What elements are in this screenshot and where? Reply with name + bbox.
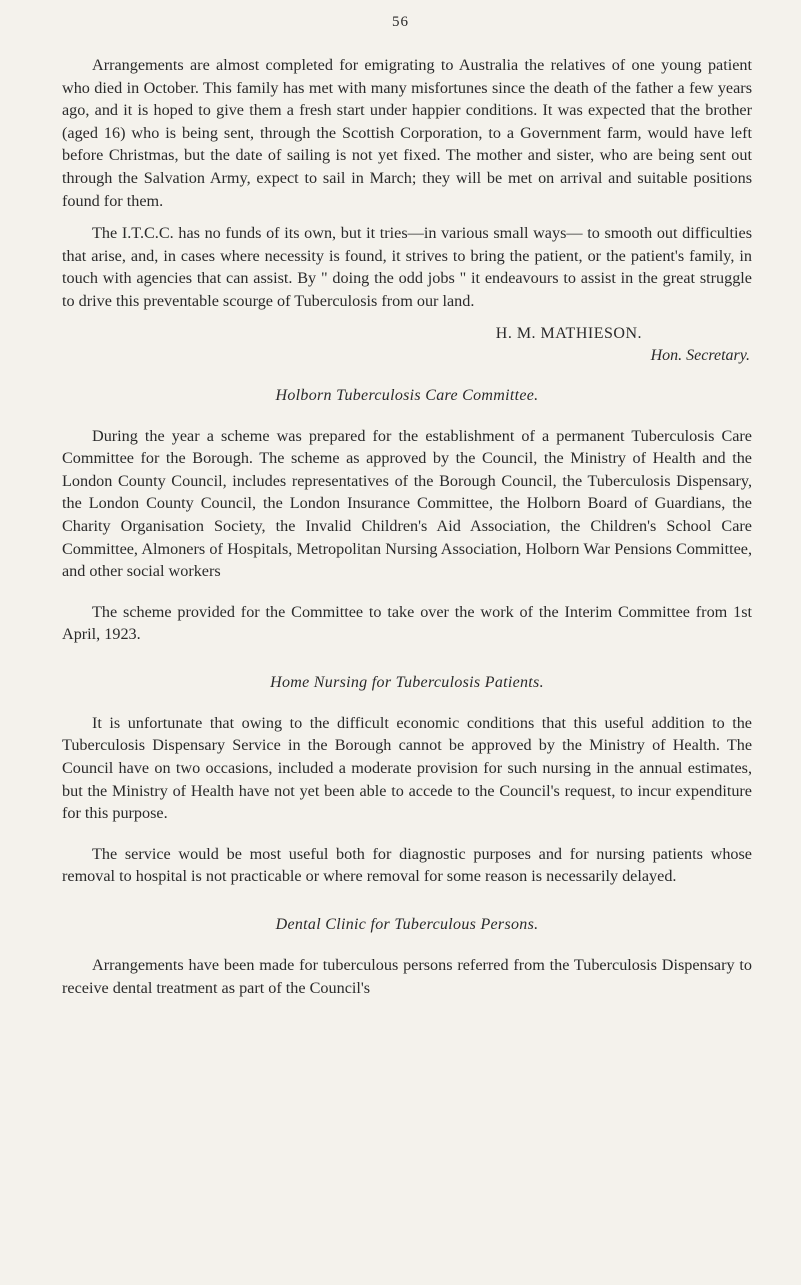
care-committee-paragraph-1: During the year a scheme was prepared for the establishment of a permanent Tuberculosis Care Committee for the Borough. The scheme as approved by the Council, the Ministry of Health and the London County Council, includes representatives of the Borough Council, the Tuberculosis Dispensary, the London County Council, the London Insurance Committee, the Holborn Board of Guardians, the Charity Organisation Society, the Invalid Children's Aid Association, the Children's School Care Committee, Almoners of Hospitals, Metropolitan Nursing Association, Holborn War Pensions Committee, and other social workers	[62, 426, 752, 581]
signatory-role: Hon. Secretary.	[650, 346, 750, 364]
section-heading-care-committee: Holborn Tuberculosis Care Committee.	[275, 386, 539, 404]
page-content	[62, 54, 752, 999]
signature-block	[62, 323, 752, 367]
section-heading-home-nursing: Home Nursing for Tuberculosis Patients.	[270, 673, 544, 691]
intro-paragraph-2: The I.T.C.C. has no funds of its own, but it tries—in various small ways— to smooth out difficulties that arise, and, in cases where necessity is found, it strives to bring the patient, or the patient's family, in touch with agencies that can assist. By " doing the odd jobs " it endeavours to assist in the great struggle to drive this preventable scourge of Tuberculosis from our land.	[62, 224, 752, 310]
home-nursing-paragraph-1: It is unfortunate that owing to the difficult economic conditions that this useful addition to the Tuberculosis Dispensary Service in the Borough cannot be approved by the Ministry of Health. The Council have on two occasions, included a moderate provision for such nursing in the annual estimates, but the Ministry of Health have not yet been able to accede to the Council's request, to incur expenditure for this purpose.	[62, 713, 752, 823]
page-number: 56	[392, 14, 409, 30]
dental-clinic-paragraph-1: Arrangements have been made for tuberculous persons referred from the Tuberculosis Dispensary to receive dental treatment as part of the Council's	[62, 956, 752, 997]
section-heading-dental-clinic: Dental Clinic for Tuberculous Persons.	[275, 916, 539, 934]
home-nursing-paragraph-2: The service would be most useful both for diagnostic purposes and for nursing patients whose removal to hospital is not practicable or where removal for some reason is necessarily delayed.	[62, 844, 752, 886]
intro-paragraph-1: Arrangements are almost completed for emigrating to Australia the relatives of one young patient who died in October. This family has met with many misfortunes since the death of the father a few years ago, and it is hoped to give them a fresh start under happier conditions. It was expected that the brother (aged 16) who is being sent, through the Scottish Corporation, to a Government farm, would have left before Christmas, but the date of sailing is not yet fixed. The mother and sister, who are being sent out through the Salvation Army, expect to sail in March; they will be met on arrival and suitable positions found for them.	[62, 56, 752, 210]
signatory-name: H. M. MATHIESON.	[495, 324, 642, 342]
care-committee-paragraph-2: The scheme provided for the Committee to take over the work of the Interim Committee from 1st April, 1923.	[62, 602, 752, 644]
